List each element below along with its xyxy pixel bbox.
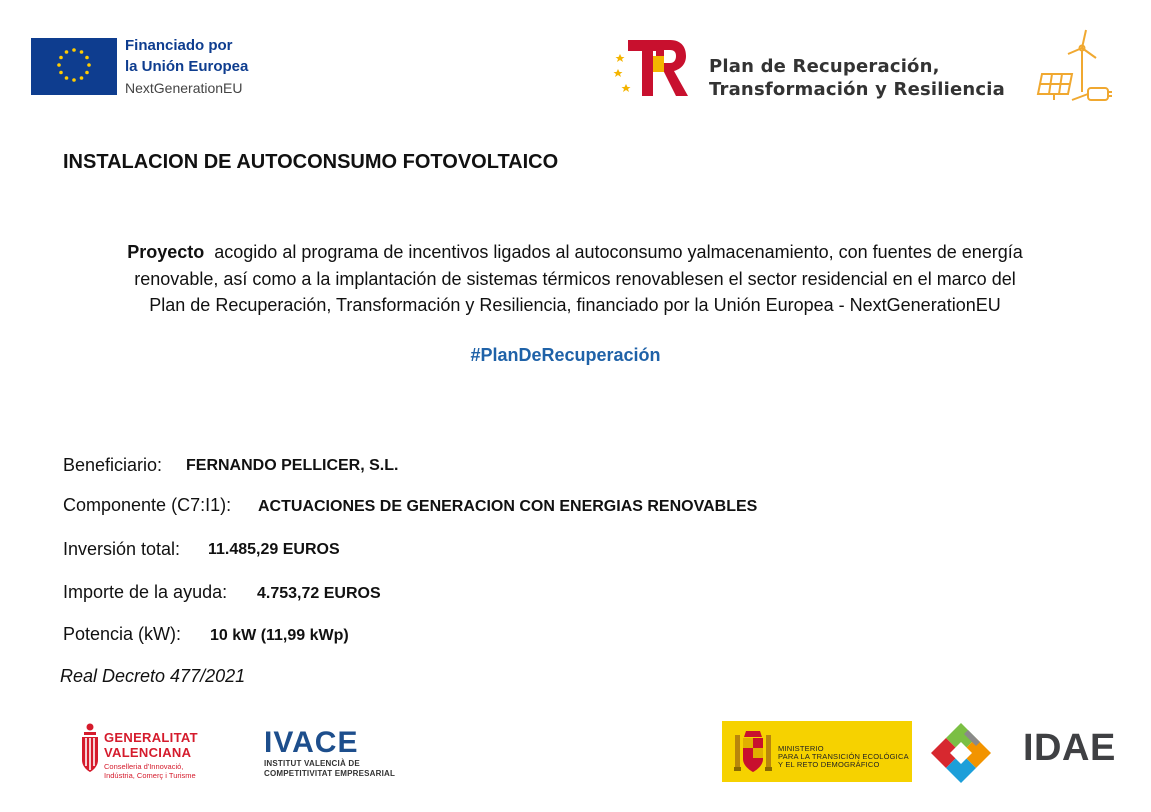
componente-value: ACTUACIONES DE GENERACION CON ENERGIAS RENOVABLES [258, 498, 758, 515]
gva-dept-line2: Indústria, Comerç i Turisme [104, 771, 196, 780]
ivace-line1: INSTITUT VALENCIÀ DE [264, 759, 360, 768]
gva-dept-line1: Conselleria d'Innovació, [104, 762, 184, 771]
ministry-line2: PARA LA TRANSICIÓN ECOLÓGICA [778, 752, 909, 761]
hashtag: #PlanDeRecuperación [470, 345, 661, 365]
ayuda-label: Importe de la ayuda: [63, 582, 228, 602]
ivace-line2: COMPETITIVITAT EMPRESARIAL [264, 769, 396, 778]
prtr-line2: Transformación y Resiliencia [709, 79, 1006, 100]
ivace-wordmark: IVACE [264, 726, 359, 759]
project-line1 [30, 239, 1120, 266]
eu-funding-line3: NextGenerationEU [125, 80, 243, 96]
gva-name-line1: GENERALITAT [104, 730, 198, 745]
project-line1-rest: acogido al programa de incentivos ligados al autoconsumo yalmacenamiento, con fuentes de energía [214, 242, 1023, 262]
prtr-logo-icon [612, 36, 692, 98]
ministry-line1: MINISTERIO [778, 744, 824, 753]
project-lead: Proyecto [127, 242, 205, 262]
potencia-label: Potencia (kW): [63, 624, 182, 644]
gva-shield-icon [79, 722, 101, 780]
eu-funding-line2: la Unión Europea [125, 58, 249, 75]
ayuda-value: 4.753,72 EUROS [257, 585, 381, 602]
idae-wordmark: IDAE [1023, 727, 1116, 769]
decree-reference: Real Decreto 477/2021 [60, 666, 246, 686]
componente-label: Componente (C7:I1): [63, 495, 232, 515]
gva-name-line2: VALENCIANA [104, 745, 192, 760]
eu-flag-icon [31, 38, 117, 95]
inversion-value: 11.485,29 EUROS [208, 541, 340, 558]
spain-coat-of-arms-icon [734, 729, 772, 775]
prtr-line1: Plan de Recuperación, [709, 56, 940, 77]
potencia-value: 10 kW (11,99 kWp) [210, 627, 349, 644]
ministry-line3: Y EL RETO DEMOGRÁFICO [778, 760, 880, 769]
idae-symbol-icon [928, 720, 1018, 786]
document-title: INSTALACION DE AUTOCONSUMO FOTOVOLTAICO [63, 151, 559, 173]
inversion-label: Inversión total: [63, 539, 181, 559]
project-description [30, 239, 1120, 319]
project-line3: Plan de Recuperación, Transformación y Resiliencia, financiado por la Unión Europea - NextGenerationEU [149, 295, 1001, 315]
renewable-energy-icon [1034, 28, 1114, 104]
eu-funding-line1: Financiado por [125, 37, 233, 54]
beneficiario-label: Beneficiario: [63, 455, 163, 475]
beneficiario-value: FERNANDO PELLICER, S.L. [186, 457, 399, 474]
project-line2: renovable, así como a la implantación de sistemas térmicos renovablesen el sector residencial en el marco del [134, 268, 1016, 289]
